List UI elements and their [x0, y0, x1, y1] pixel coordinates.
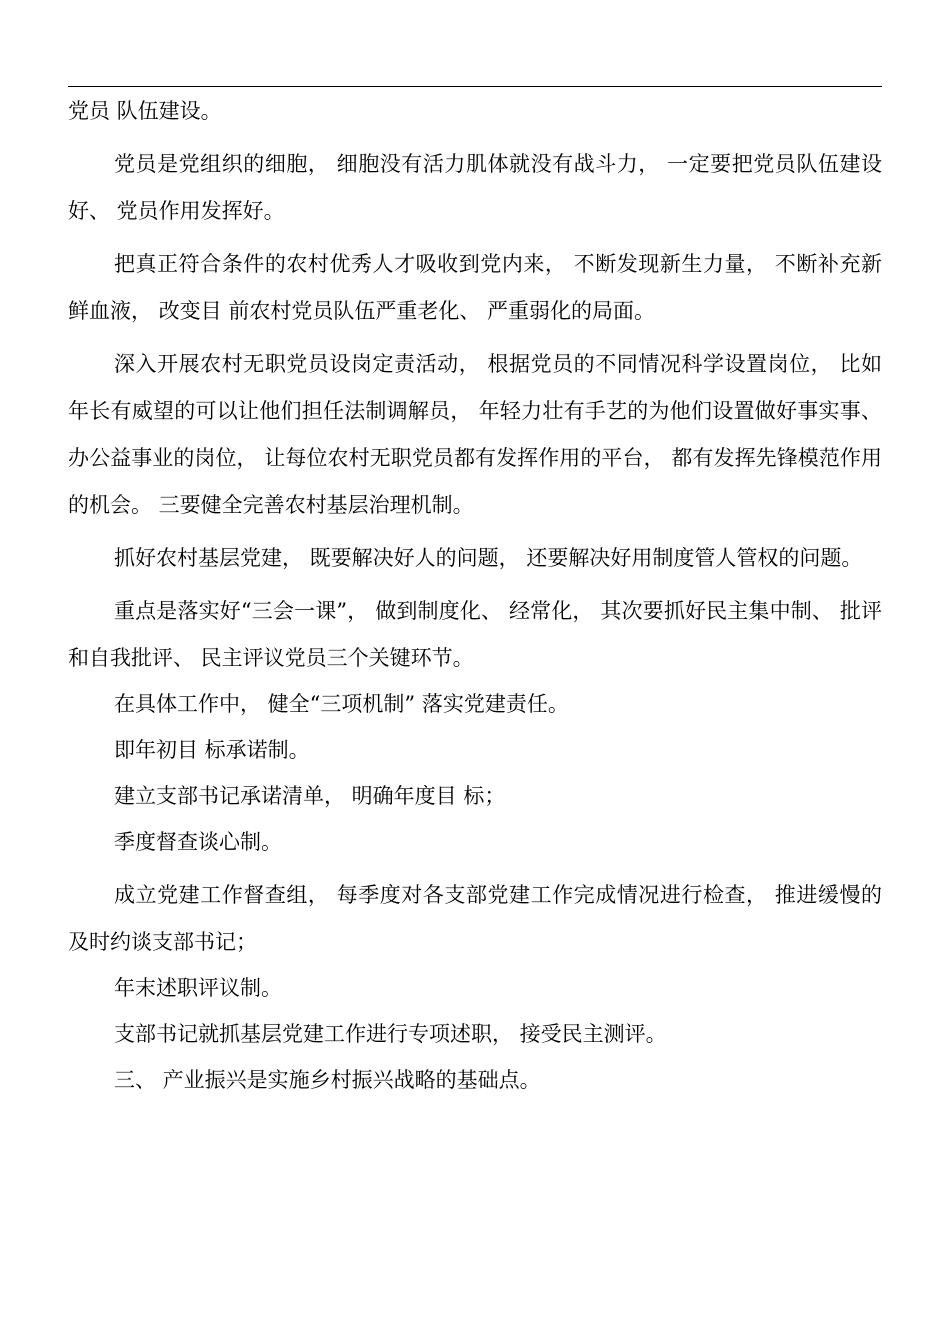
paragraph-2: 党员是党组织的细胞， 细胞没有活力肌体就没有战斗力， 一定要把党员队伍建设好、 党员作用发挥好。 — [68, 152, 882, 223]
paragraph-1: 党员 队伍建设。 — [68, 99, 222, 123]
header-rule — [68, 86, 882, 87]
paragraph-9: 建立支部书记承诺清单， 明确年度目 标； — [114, 784, 506, 808]
paragraph-8: 即年初目 标承诺制。 — [114, 738, 310, 762]
paragraph-5: 抓好农村基层党建， 既要解决好人的问题， 还要解决好用制度管人管权的问题。 — [114, 546, 863, 570]
document-body — [68, 88, 889, 1104]
paragraph-6: 重点是落实好“三会一课”， 做到制度化、 经常化， 其次要抓好民主集中制、 批评和自我批评、 民主评议党员三个关键环节。 — [68, 599, 882, 670]
paragraph-13: 支部书记就抓基层党建工作进行专项述职， 接受民主测评。 — [114, 1022, 667, 1046]
paragraph-3: 把真正符合条件的农村优秀人才吸收到党内来， 不断发现新生力量， 不断补充新鲜血液， 改变目 前农村党员队伍严重老化、 严重弱化的局面。 — [68, 252, 882, 323]
paragraph-14: 三、 产业振兴是实施乡村振兴战略的基础点。 — [114, 1068, 541, 1092]
paragraph-10: 季度督查谈心制。 — [114, 830, 282, 854]
paragraph-7: 在具体工作中， 健全“三项机制” 落实党建责任。 — [114, 692, 569, 716]
paragraph-11: 成立党建工作督查组， 每季度对各支部党建工作完成情况进行检查， 推进缓慢的及时约谈支部书记； — [68, 883, 882, 954]
paragraph-4: 深入开展农村无职党员设岗定责活动， 根据党员的不同情况科学设置岗位， 比如年长有威望的可以让他们担任法制调解员， 年轻力壮有手艺的为他们设置做好事实事、 办公益事业的岗位， 让每位农村无职党员都有发挥作用的平台， 都有发挥先锋模范作用的机会。 三要健全完善农村基层治理机制。 — [68, 352, 889, 517]
paragraph-12: 年末述职评议制。 — [114, 976, 282, 1000]
